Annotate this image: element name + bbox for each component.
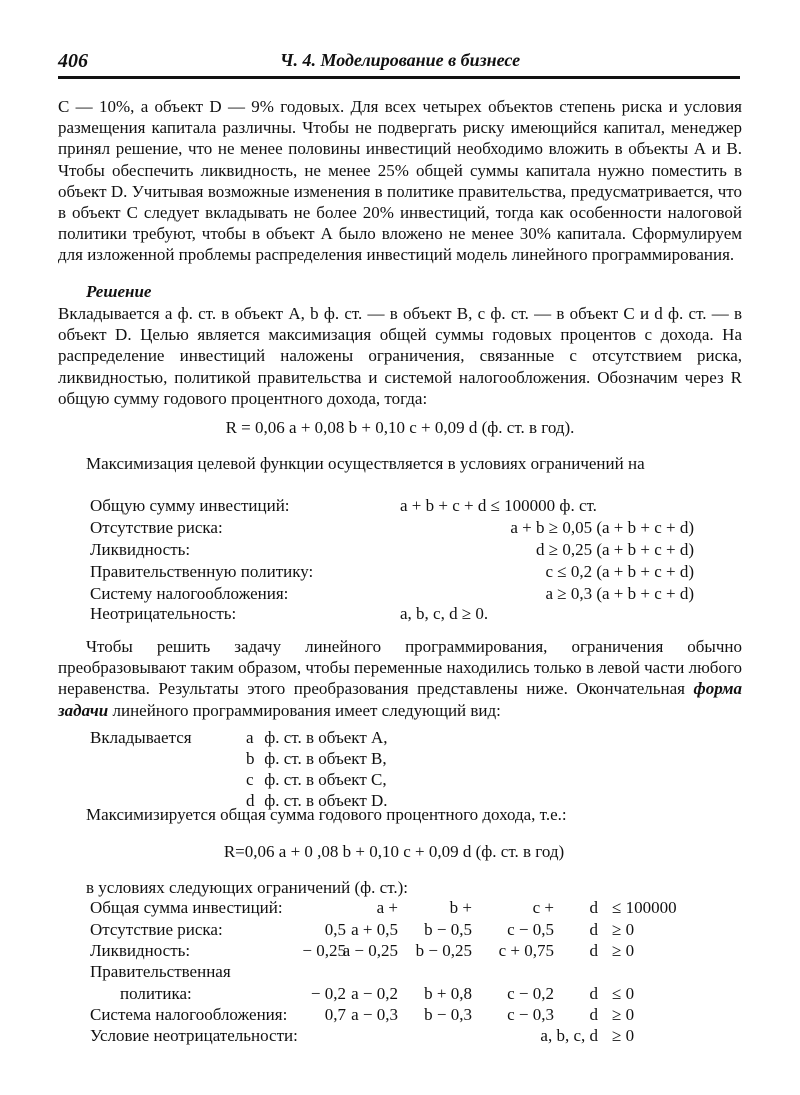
constraint-label: Отсутствие риска: [90,518,223,537]
table-row-label: Правительственная [90,962,231,981]
table-cell: ≤ 0 [612,984,635,1003]
table-cell: b + [449,898,472,917]
paragraph-text: Чтобы решить задачу линейного программирования, ограничения обычно преобразовывают таким образом, чтобы переменные находились только в левой части любого неравенства. Результаты этого преобразования представлены ниже. Окончательная [58,637,742,699]
table-cell: ≥ 0 [612,920,635,939]
constraint-label: Правительственную политику: [90,562,314,581]
table-row-label: Ликвидность: [90,941,191,960]
table-cell: c − 0,5 [507,920,554,939]
table-row-label: Условие неотрицательности: [90,1026,298,1045]
table-cell: b − 0,25 [415,941,472,960]
table-cell: b − 0,5 [424,920,472,939]
table-cell: c + [532,898,554,917]
table-cell: a, b, c, d [540,1026,598,1045]
table-cell: c − 0,3 [507,1005,554,1024]
invest-text: ф. ст. в объект А, [264,728,388,747]
paragraph-constraints-final: в условиях следующих ограничений (ф. ст.): [86,878,408,897]
table-cell: 0,7 [324,1005,346,1024]
table-cell: b − 0,3 [424,1005,472,1024]
table-row-label: политика: [120,984,192,1003]
header-rule [58,76,740,79]
paragraph-maximize: Максимизируется общая сумма годового процентного дохода, т.е.: [86,805,567,824]
paragraph-transformation [58,636,742,721]
paragraph-constraints-intro: Максимизация целевой функции осуществляется в условиях ограничений на [86,454,645,473]
table-row-label: Система налогообложения: [90,1005,288,1024]
table-cell: ≥ 0 [612,1005,635,1024]
constraint-expression: a + b ≥ 0,05 (a + b + c + d) [510,518,694,537]
table-cell: b + 0,8 [424,984,472,1003]
constraint-label: Неотрицательность: [90,604,237,623]
emphasized-term: форма задачи [58,679,742,720]
table-cell: a − 0,3 [351,1005,398,1024]
running-title: Ч. 4. Моделирование в бизнесе [280,50,521,70]
invest-label: Вкладывается [90,728,192,747]
constraint-label: Ликвидность: [90,540,191,559]
table-cell: d [589,984,598,1003]
table-cell: d [589,920,598,939]
table-cell: ≥ 0 [612,1026,635,1045]
constraint-expression: a, b, c, d ≥ 0. [400,604,489,623]
table-cell: a + 0,5 [351,920,398,939]
invest-text: ф. ст. в объект В, [264,749,387,768]
constraint-label: Общую сумму инвестиций: [90,496,290,515]
invest-variable: a [246,728,254,747]
page-number: 406 [58,50,88,72]
invest-item [246,728,388,748]
table-cell: − 0,2 [310,984,346,1003]
solution-heading: Решение [86,282,152,301]
table-cell: ≤ 100000 [612,898,677,917]
table-cell: 0,5 [324,920,346,939]
constraint-expression: d ≥ 0,25 (a + b + c + d) [535,540,694,559]
table-row-label: Общая сумма инвестиций: [90,898,283,917]
constraint-expression: a + b + c + d ≤ 100000 ф. ст. [400,496,597,515]
objective-formula-final: R=0,06 a + 0 ,08 b + 0,10 c + 0,09 d (ф. ст. в год) [223,842,565,861]
table-cell: c + 0,75 [498,941,554,960]
invest-text: ф. ст. в объект С, [264,770,387,789]
invest-text: ф. ст. в объект D. [264,791,388,810]
table-cell: d [589,941,598,960]
constraint-expression: c ≤ 0,2 (a + b + c + d) [545,562,694,581]
table-cell: d [589,1005,598,1024]
paragraph-problem: С — 10%, а объект D — 9% годовых. Для всех четырех объектов степень риска и условия размещения капитала различны. Чтобы не подвергать риску имеющийся капитал, менеджер принял решение, что не менее половины инвестиций необходимо вложить в объекты А и В. Чтобы обеспечить ликвидность, не менее 25% общей суммы капитала нужно поместить в объект D. Учитывая возможные изменения в политике правительства, предусматривается, что в объект С следует вкладывать не более 20% инвестиций, тогда как особенности налоговой политики требуют, чтобы в объект А было вложено не менее 30% капитала. Сформулируем для изложенной проблемы распределения инвестиций модель линейного программирования. [58,97,742,265]
invest-item [246,770,387,790]
table-cell: d [589,898,598,917]
table-cell: a − 0,2 [351,984,398,1003]
constraint-label: Систему налогообложения: [90,584,289,603]
table-cell: a − 0,25 [342,941,398,960]
paragraph-solution: Вкладывается а ф. ст. в объект А, b ф. ст. — в объект В, с ф. ст. — в объект С и d ф. ст. — в объект D. Целью является максимизация общей суммы годовых процентов с дохода. На распределение инвестиций наложены ограничения, связанные с отсутствием риска, ликвидностью, политикой правительства и системой налогообложения. Обозначим через R общую сумму годового процентного дохода, тогда: [58,304,742,408]
objective-formula: R = 0,06 a + 0,08 b + 0,10 c + 0,09 d (ф. ст. в год). [225,418,575,437]
page-header [58,50,740,76]
invest-item [246,749,387,769]
constraint-expression: a ≥ 0,3 (a + b + c + d) [545,584,694,603]
invest-variable: c [246,770,254,789]
invest-variable: b [246,749,255,768]
table-row-label: Отсутствие риска: [90,920,223,939]
table-cell: ≥ 0 [612,941,635,960]
paragraph-text: линейного программирования имеет следующий вид: [108,700,501,720]
table-cell: c − 0,2 [507,984,554,1003]
invest-variable: d [246,791,255,810]
table-cell: a + [376,898,398,917]
table-cell: − 0,25 [302,941,346,960]
